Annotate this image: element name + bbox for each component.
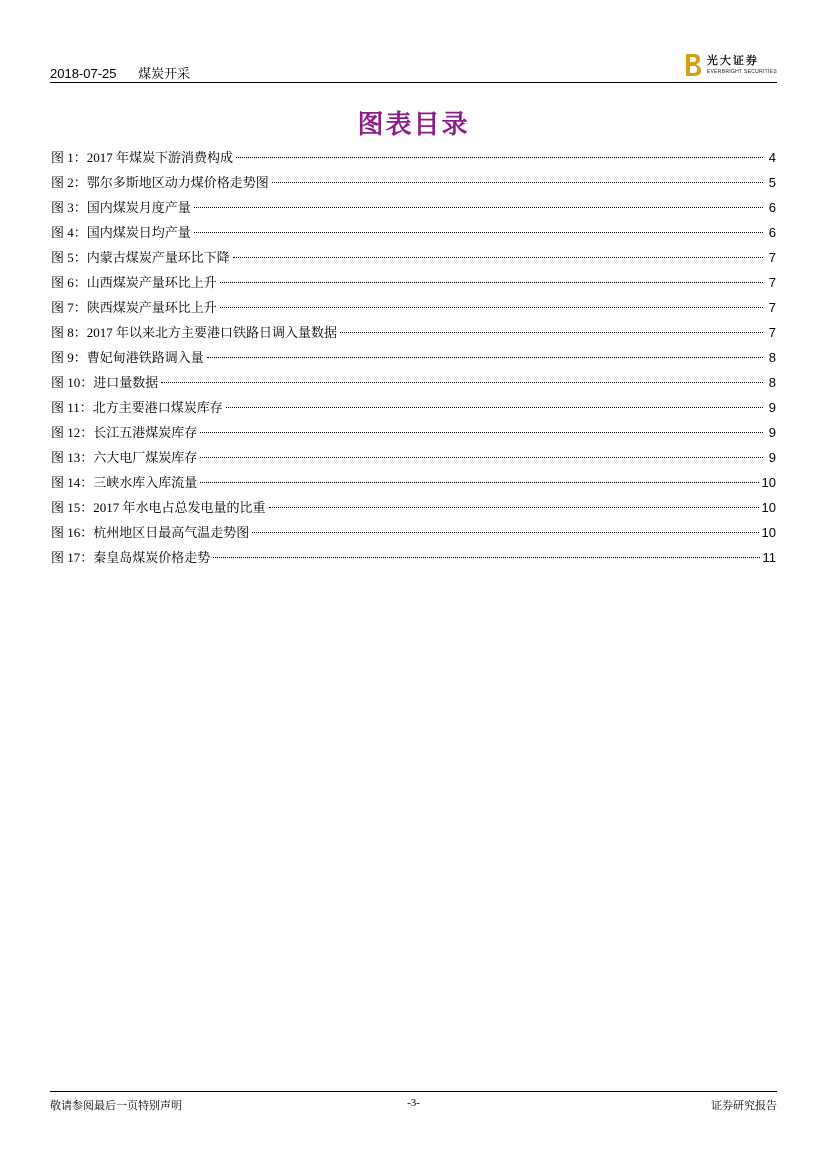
toc-entry-page: 9: [768, 425, 776, 440]
toc-entry-label: 图 12：长江五港煤炭库存: [51, 425, 198, 440]
logo-mark-icon: [685, 54, 701, 76]
toc-entry-label: 图 10：进口量数据: [51, 375, 159, 390]
toc-dot-leader: [220, 307, 763, 308]
toc-dot-leader: [226, 407, 763, 408]
toc-entry-page: 7: [768, 325, 776, 340]
toc-entry-page: 9: [768, 450, 776, 465]
page-header: [50, 54, 777, 83]
page-title: 图表目录: [357, 110, 470, 140]
toc-entry[interactable]: [51, 447, 776, 472]
toc-entry[interactable]: [51, 197, 776, 222]
toc-dot-leader: [269, 507, 759, 508]
toc-entry-page: 6: [768, 200, 776, 215]
toc-entry-page: 10: [761, 525, 776, 540]
footer-page-number: -3-: [407, 1097, 420, 1109]
report-section: 煤炭开采: [138, 66, 191, 81]
company-logo: [685, 54, 777, 78]
toc-entry-label: 图 6：山西煤炭产量环比上升: [51, 275, 217, 290]
toc-dot-leader: [340, 332, 763, 333]
toc-entry-label: 图 13：六大电厂煤炭库存: [51, 450, 198, 465]
header-info: [50, 63, 208, 82]
toc-entry[interactable]: [51, 497, 776, 522]
toc-entry[interactable]: [51, 222, 776, 247]
toc-dot-leader: [207, 357, 763, 358]
toc-entry-page: 9: [768, 400, 776, 415]
page-footer: [50, 1091, 777, 1112]
toc-entry-page: 10: [761, 500, 776, 515]
toc-entry[interactable]: [51, 547, 776, 572]
toc-entry-page: 5: [768, 175, 776, 190]
toc-entry-page: 8: [768, 375, 776, 390]
toc-entry-page: 7: [768, 250, 776, 265]
toc-entry[interactable]: [51, 372, 776, 397]
toc-dot-leader: [220, 282, 763, 283]
table-of-figures: [51, 147, 776, 572]
toc-entry-label: 图 3：国内煤炭月度产量: [51, 200, 191, 215]
toc-dot-leader: [194, 232, 763, 233]
toc-dot-leader: [236, 157, 763, 158]
toc-entry[interactable]: [51, 347, 776, 372]
toc-entry-label: 图 7：陕西煤炭产量环比上升: [51, 300, 217, 315]
toc-entry-label: 图 14：三峡水库入库流量: [51, 475, 198, 490]
toc-entry-label: 图 11：北方主要港口煤炭库存: [51, 400, 223, 415]
toc-entry-label: 图 2：鄂尔多斯地区动力煤价格走势图: [51, 175, 269, 190]
logo-english-name: EVERBRIGHT SECURITIES: [706, 69, 777, 75]
logo-chinese-name: 光大证券: [706, 54, 759, 67]
toc-entry[interactable]: [51, 172, 776, 197]
toc-entry[interactable]: [51, 472, 776, 497]
toc-dot-leader: [161, 382, 763, 383]
toc-entry-label: 图 5：内蒙古煤炭产量环比下降: [51, 250, 230, 265]
toc-dot-leader: [194, 207, 763, 208]
toc-entry[interactable]: [51, 247, 776, 272]
toc-entry-label: 图 17：秦皇岛煤炭价格走势: [51, 550, 211, 565]
toc-entry-page: 11: [762, 550, 776, 565]
toc-entry-page: 7: [768, 300, 776, 315]
toc-entry[interactable]: [51, 422, 776, 447]
toc-dot-leader: [200, 432, 763, 433]
toc-entry-label: 图 15：2017 年水电占总发电量的比重: [51, 500, 266, 515]
toc-entry-page: 6: [768, 225, 776, 240]
toc-entry-label: 图 16：杭州地区日最高气温走势图: [51, 525, 250, 540]
footer-report-type: 证券研究报告: [711, 1100, 777, 1112]
toc-entry[interactable]: [51, 147, 776, 172]
toc-entry[interactable]: [51, 297, 776, 322]
toc-entry-label: 图 4：国内煤炭日均产量: [51, 225, 191, 240]
toc-entry[interactable]: [51, 522, 776, 547]
toc-dot-leader: [200, 482, 758, 483]
toc-entry-page: 7: [768, 275, 776, 290]
toc-dot-leader: [213, 557, 759, 558]
toc-dot-leader: [200, 457, 763, 458]
toc-entry[interactable]: [51, 322, 776, 347]
toc-entry-page: 8: [768, 350, 776, 365]
toc-entry-label: 图 8：2017 年以来北方主要港口铁路日调入量数据: [51, 325, 338, 340]
toc-dot-leader: [252, 532, 758, 533]
toc-entry-page: 10: [761, 475, 776, 490]
toc-dot-leader: [272, 182, 763, 183]
report-date: 2018-07-25: [50, 66, 117, 81]
toc-dot-leader: [233, 257, 763, 258]
toc-entry-label: 图 1：2017 年煤炭下游消费构成: [51, 150, 234, 165]
toc-entry[interactable]: [51, 397, 776, 422]
toc-entry-page: 4: [768, 150, 776, 165]
footer-disclaimer: 敬请参阅最后一页特别声明: [50, 1100, 182, 1112]
toc-entry[interactable]: [51, 272, 776, 297]
toc-entry-label: 图 9：曹妃甸港铁路调入量: [51, 350, 204, 365]
